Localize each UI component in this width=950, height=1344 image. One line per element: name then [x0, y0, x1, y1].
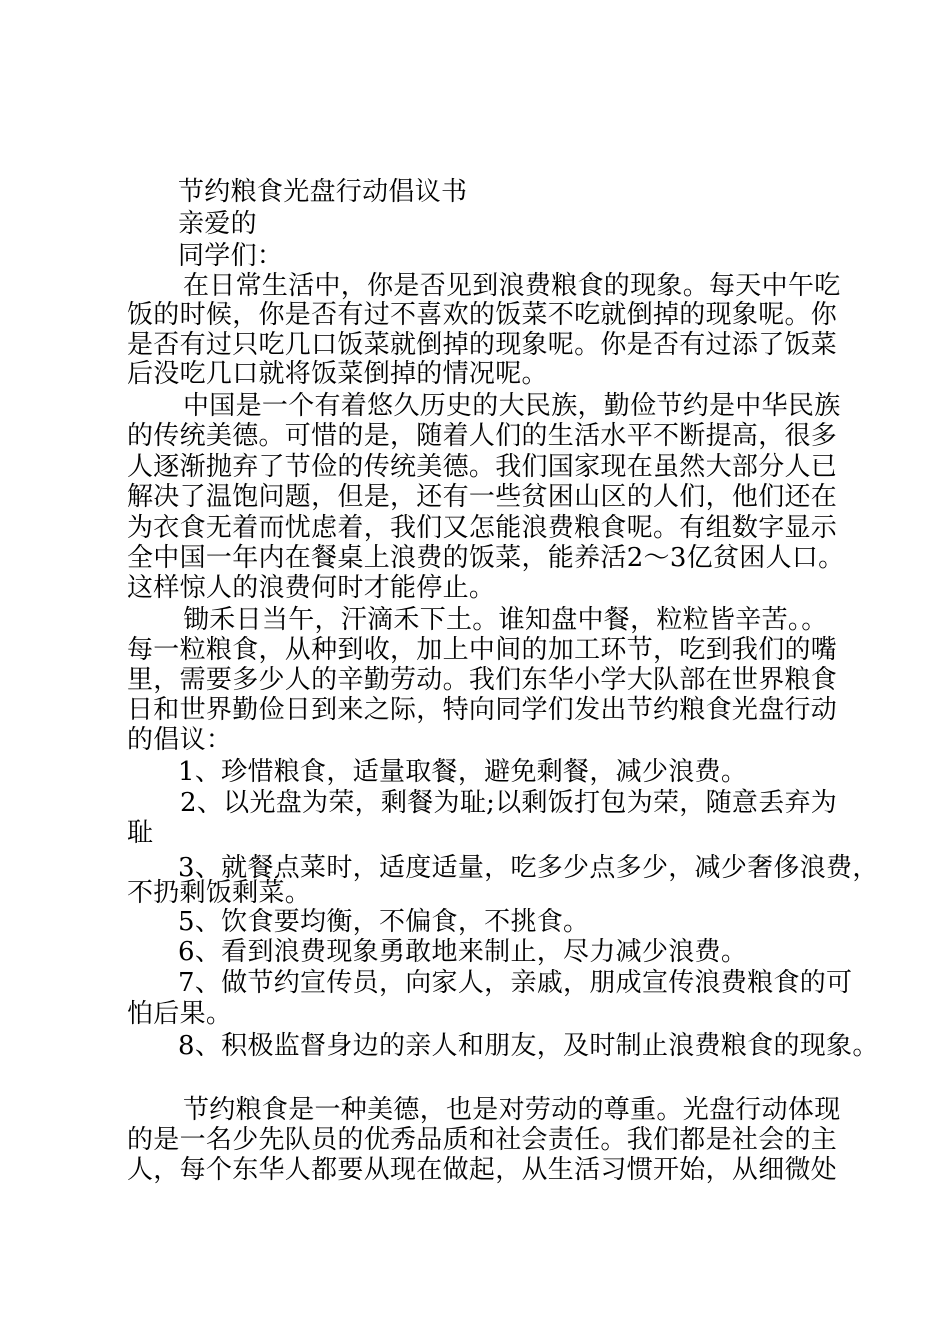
- paragraph-3-line: 里，需要多少人的辛勤劳动。我们东华小学大队部在世界粮食: [127, 665, 838, 695]
- proposal-item-7: 7、做节约宣传员，向家人，亲戚，朋成宣传浪费粮食的可: [178, 968, 853, 998]
- paragraph-2-line: 为衣食无着而忧虑着，我们又怎能浪费粮食呢。有组数字显示: [127, 513, 838, 543]
- paragraph-2-line: 解决了温饱问题，但是，还有一些贫困山区的人们，他们还在: [127, 482, 838, 512]
- paragraph-2-line: 中国是一个有着悠久历史的大民族，勤俭节约是中华民族: [183, 391, 841, 421]
- proposal-item-8: 8、积极监督身边的亲人和朋友，及时制止浪费粮食的现象。: [178, 1031, 879, 1061]
- proposal-item-5: 5、饮食要均衡，不偏食，不挑食。: [178, 907, 590, 937]
- paragraph-2-line: 全中国一年内在餐桌上浪费的饭菜，能养活2～3亿贫困人口。: [127, 543, 845, 573]
- salutation-line-2: 同学们：: [178, 241, 284, 271]
- paragraph-1-line: 后没吃几口就将饭菜倒掉的情况呢。: [127, 359, 548, 389]
- paragraph-1-line: 在日常生活中，你是否见到浪费粮食的现象。每天中午吃: [183, 271, 841, 301]
- salutation-line-1: 亲爱的: [178, 209, 257, 239]
- paragraph-2-line: 这样惊人的浪费何时才能停止。: [127, 573, 496, 603]
- proposal-item-3-continued: 不扔剩饭剩菜。: [127, 878, 312, 908]
- paragraph-3-line: 的倡议：: [127, 725, 233, 755]
- proposal-item-7-continued: 怕后果。: [127, 999, 233, 1029]
- proposal-item-3: 3、就餐点菜时，适度适量，吃多少点多少，减少奢侈浪费，: [178, 853, 879, 883]
- paragraph-3-line: 每一粒粮食，从种到收，加上中间的加工环节，吃到我们的嘴: [127, 635, 838, 665]
- paragraph-4-line: 节约粮食是一种美德，也是对劳动的尊重。光盘行动体现: [183, 1095, 841, 1125]
- paragraph-1-line: 饭的时候，你是否有过不喜欢的饭菜不吃就倒掉的现象呢。你: [127, 300, 838, 330]
- proposal-item-2-continued: 耻: [127, 818, 154, 848]
- proposal-item-2: 2、以光盘为荣，剩餐为耻;以剩饭打包为荣，随意丢弃为: [180, 788, 838, 818]
- paragraph-4-line: 人，每个东华人都要从现在做起，从生活习惯开始，从细微处: [127, 1155, 838, 1185]
- paragraph-3-line: 日和世界勤俭日到来之际，特向同学们发出节约粮食光盘行动: [127, 695, 838, 725]
- proposal-item-1: 1、珍惜粮食，适量取餐，避免剩餐，减少浪费。: [178, 757, 748, 787]
- document-title: 节约粮食光盘行动倡议书: [178, 177, 468, 207]
- paragraph-4-line: 的是一名少先队员的优秀品质和社会责任。我们都是社会的主: [127, 1125, 838, 1155]
- proposal-item-6: 6、看到浪费现象勇敢地来制止，尽力减少浪费。: [178, 937, 748, 967]
- paragraph-1-line: 是否有过只吃几口饭菜就倒掉的现象呢。你是否有过添了饭菜: [127, 330, 838, 360]
- paragraph-2-line: 的传统美德。可惜的是，随着人们的生活水平不断提高，很多: [127, 421, 838, 451]
- paragraph-3-line: 锄禾日当午，汗滴禾下土。谁知盘中餐，粒粒皆辛苦。。: [183, 605, 828, 635]
- paragraph-2-line: 人逐渐抛弃了节俭的传统美德。我们国家现在虽然大部分人已: [127, 452, 838, 482]
